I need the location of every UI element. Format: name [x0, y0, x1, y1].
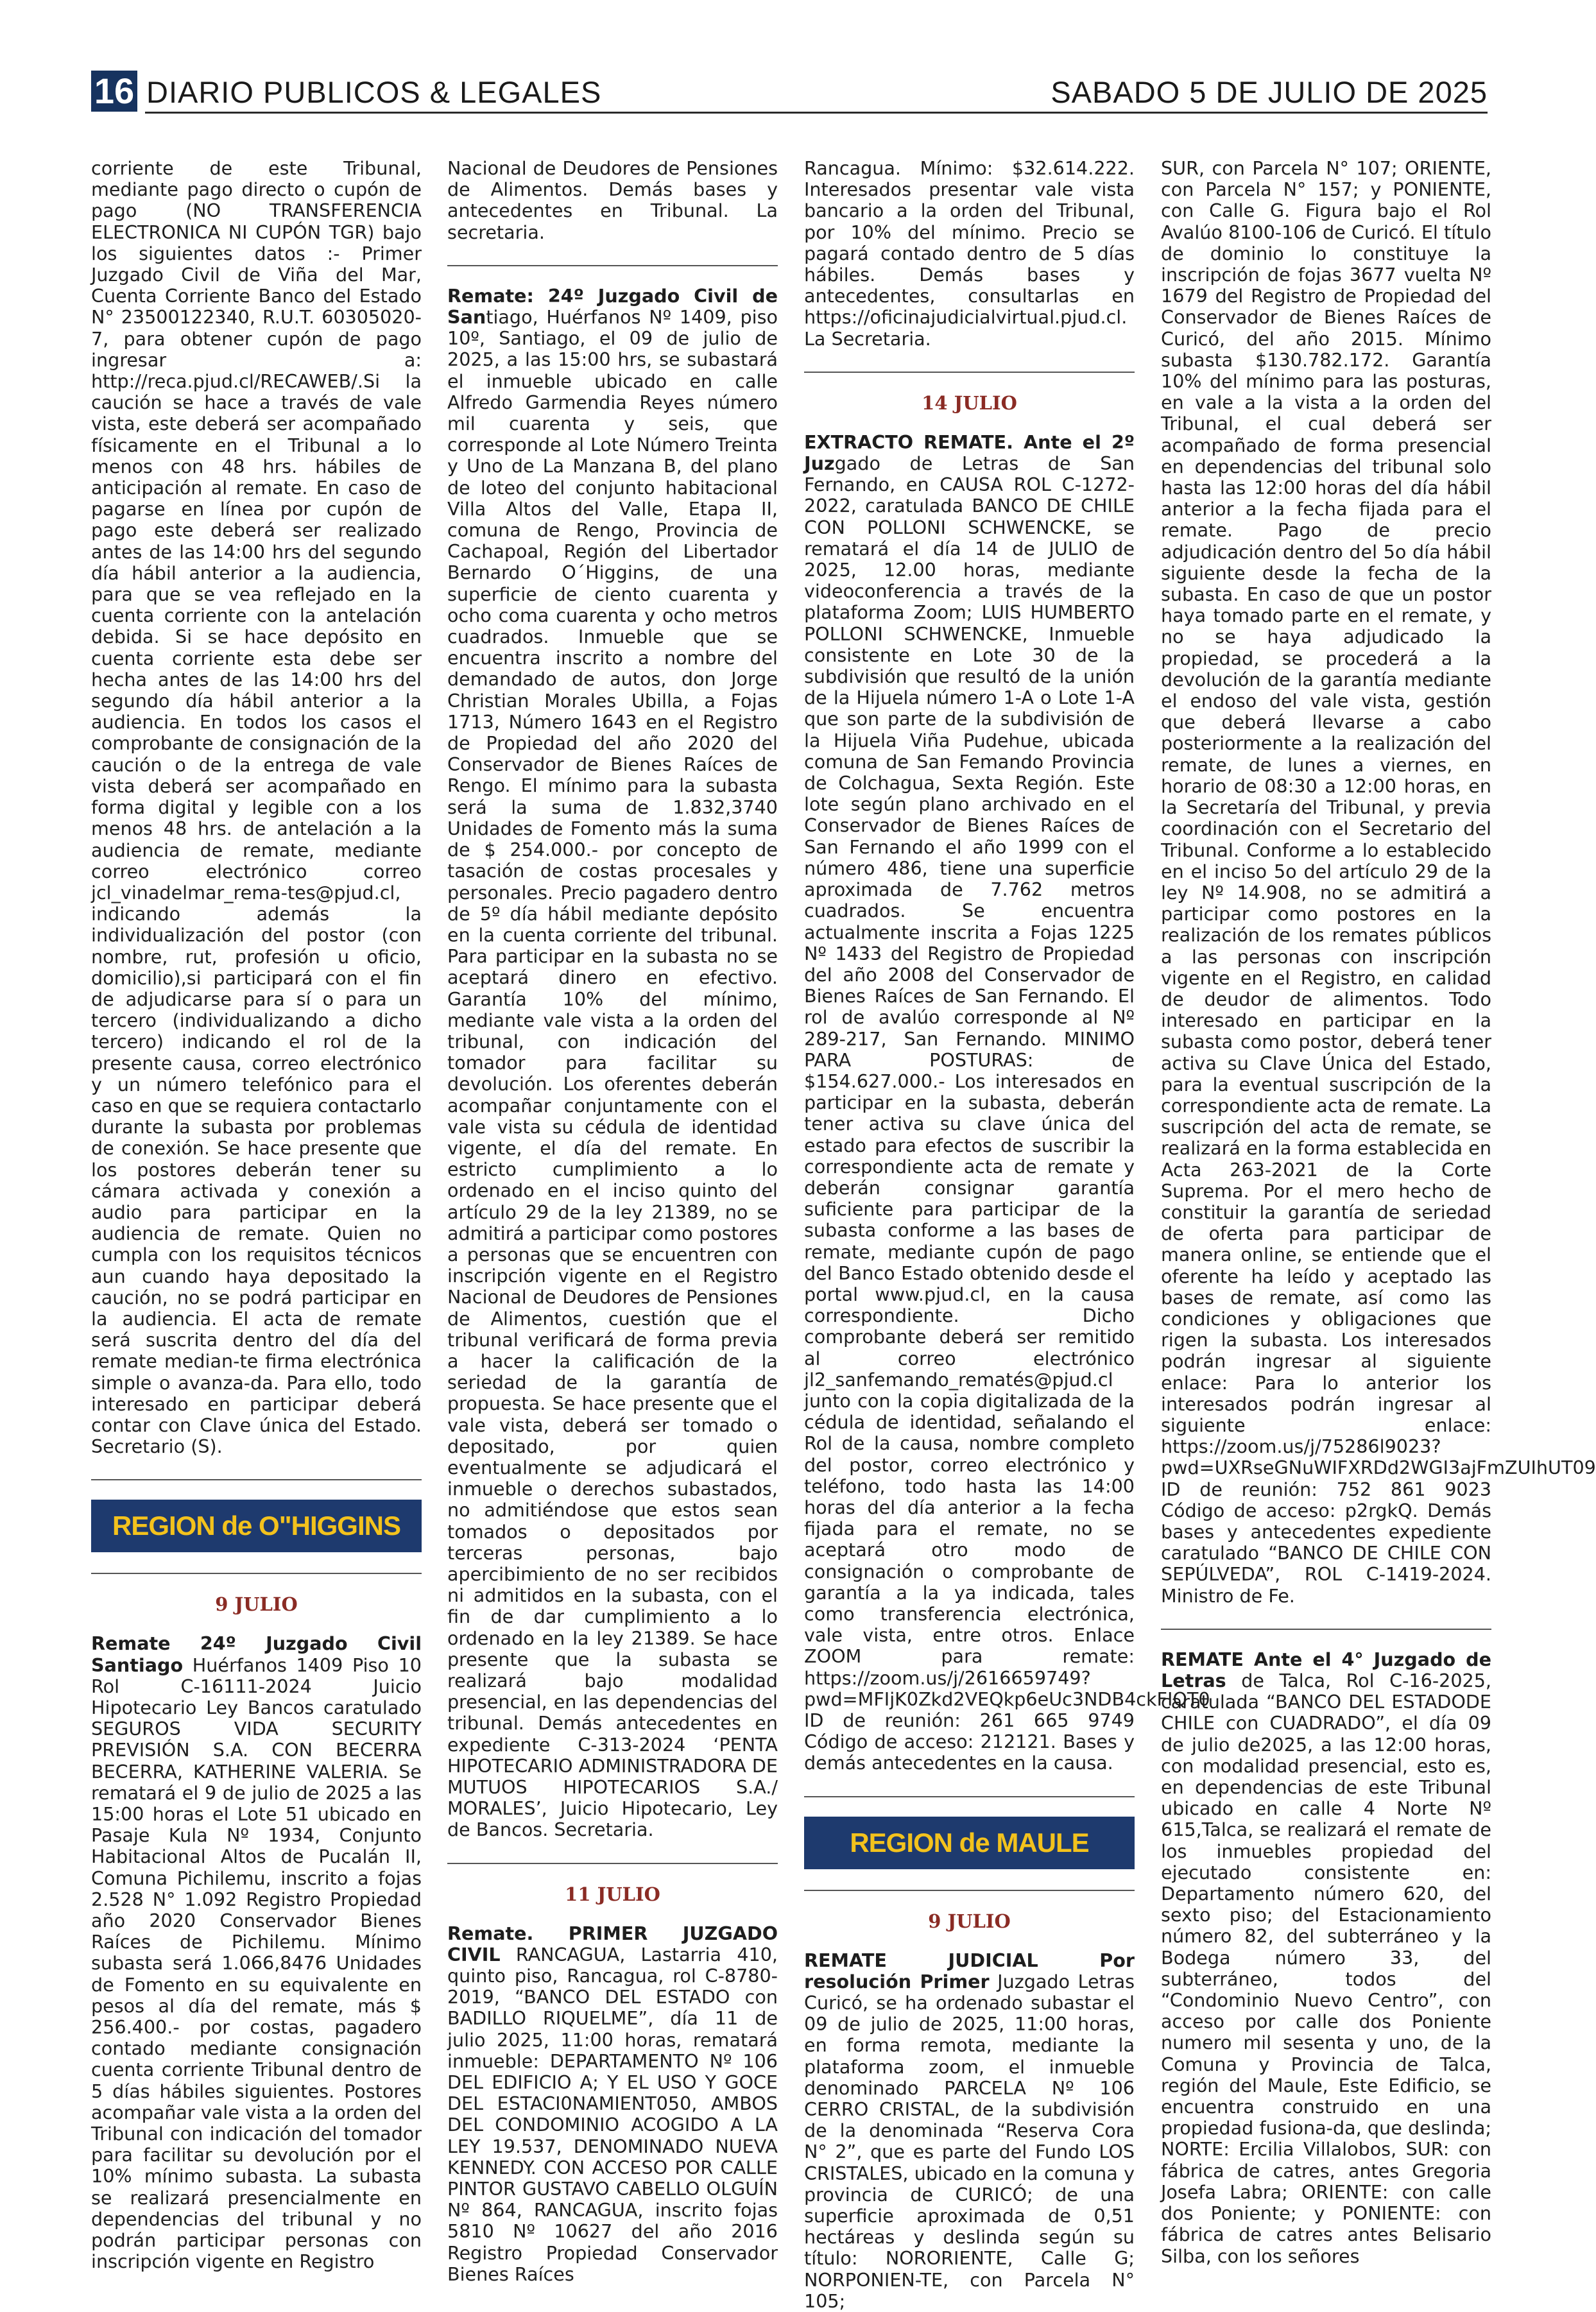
notice-remate: [804, 431, 1210, 1774]
notice-divider: [91, 1573, 422, 1574]
notice-body: Juzgado Letras Curicó, se ha ordenado subastar el 09 de julio de 2025, 11:00 horas, en forma remota, mediante la plataforma zoom, el inmueble denominado PARCELA Nº 106 CERRO CRISTAL, de la subdivisión de la denominada “Reserva Cora N° 2”, que es parte del Fundo LOS CRISTALES, ubicado en la comuna y provincia de CURICÓ; de una superficie aproximada de 0,51 hectáreas y deslinda según su título: NORORIENTE, Calle G; NORPONIEN-TE, con Parcela N° 105;: [804, 1970, 1135, 2312]
region-banner-ohiggins: REGION de O"HIGGINS: [91, 1500, 422, 1552]
notice-remate: [447, 1923, 778, 2285]
notice-lead: REMATE Ante el 4° Juzgado de Letras: [1161, 1648, 1491, 1692]
header-rule: [145, 112, 1488, 114]
column-4: [1161, 157, 1596, 2267]
notice-divider: [1161, 1629, 1491, 1630]
notice-remate: [447, 286, 778, 1841]
column-1: [91, 157, 422, 2273]
publication-name: DIARIO PUBLICOS & LEGALES: [146, 75, 602, 109]
notice-body: Huérfanos 1409 Piso 10 Rol C-16111-2024 Juicio Hipotecario Ley Bancos caratulado SEGUROS VIDA SECURITY PREVISIÓN S.A. CON BECERRA BECERRA, KATHERINE VALERIA. Se rematará el 9 de julio de 2025 a las 15:00 horas el Lote 51 ubicado en Pasaje Kula Nº 1934, Conjunto Habitacional Altos de Pucalán II, Comuna Pichilemu, inscrito a fojas 2.528 N° 1.092 Registro Propiedad año 2020 Conservador Bienes Raíces de Pichilemu. Mínimo subasta será 1.066,8476 Unidades de Fomento en su equivalente en pesos al día del remate, más $ 256.400.- por costas, pagadero contado mediante consignación cuenta corriente Tribunal dentro de 5 días hábiles siguientes. Postores acompañar vale vista a la orden del Tribunal con indicación del tomador para facilitar su devolución por el 10% mínimo subasta. La subasta se realizará presencialmente en dependencias del tribunal y no podrán participar personas con inscripción vigente en Registro: [91, 1654, 422, 2273]
date-heading: 11 JULIO: [565, 1883, 660, 1905]
notice-divider: [804, 1796, 1135, 1797]
notice-body: de Talca, Rol C-16-2025, caratulada “BANCO DEL ESTADODE CHILE con CUADRADO”, el día 09 de julio de2025, a las 12:00 horas, con modalidad presencial, esto es, en dependencias de este Tribunal ubicado en calle 4 Norte Nº 615,Talca, se realizará el remate de los inmuebles propiedad del ejecutado consistente en: Departamento número 620, del sexto piso; del Estacionamiento número 82, del subterráneo y la Bodega número 33, del subterráneo, todos del “Condominio Nuevo Centro”, con acceso por calle dos Poniente numero mil sesenta y uno, de la Comuna y Provincia de Talca, región del Maule, Este Edificio, se encuentra construido en una propiedad fusiona-da, que deslinda; NORTE: Ercilia Villalobos, SUR: con fábrica de catres, antes Gregoria Josefa Labra; ORIENTE: con calle dos Poniente; y PONIENTE: con fábrica de catres antes Belisario Silba, con los señores: [1161, 1670, 1491, 2267]
notice-remate: [804, 1950, 1135, 2312]
notice-remate: [1161, 1649, 1491, 2267]
region-banner-maule: REGION de MAULE: [804, 1817, 1135, 1869]
notice-continued: SUR, con Parcela N° 107; ORIENTE, con Parcela N° 157; y PONIENTE, con Calle G. Figura bajo el Rol Avalúo 8100-106 de Curicó. El título de dominio lo constituye la inscripción de fojas 3677 vuelta Nº 1679 del Registro de Propiedad del Conservador de Bienes Raíces de Curicó, del año 2015. Mínimo subasta $130.782.172. Garantía 10% del mínimo para las posturas, en vale a la vista a la orden del Tribunal, el cual deberá ser acompañado de forma presencial en dependencias del tribunal solo hasta las 12:00 horas del día hábil anterior a la fecha fijada para el remate. Pago de precio adjudicación dentro del 5o día hábil siguiente desde la fecha de la subasta. En caso de que un postor haya tomado parte en el remate, y no se haya adjudicado la propiedad, se procederá a la devolución de la garantía mediante el endoso del vale vista, gestión que deberá llevarse a cabo posteriormente a la realización del remate, de lunes a viernes, en horario de 08:30 a 12:00 horas, en la Secretaría del Tribunal, y previa coordinación con el Secretario del Tribunal. Conforme a lo establecido en el inciso 5o del artículo 29 de la ley Nº 14.908, no se admitirá a participar como postores en la realización de los remates públicos a las personas con inscripción vigente en el Registro, en calidad de deudor de alimentos. Todo interesado en participar en la subasta como postor, deberá tener activa su Clave Única del Estado, para la eventual suscripción de la correspondiente acta de remate. La suscripción del acta de remate, se realizará en la forma establecida en Acta 263-2021 de la Corte Suprema. Por el mero hecho de constituir la garantía de seriedad de oferta para participar de manera online, se entiende que el oferente ha leído y aceptado las bases de remate, así como las condiciones y obligaciones que rigen la subasta. Los interesados podrán ingresar al siguiente enlace: Para lo anterior los interesados podrán ingresar al siguiente enlace: https://zoom.us/j/75286l9023?pwd=UXRseGNuWIFXRDd2WGI3ajFmZUIhUT09 ID de reunión: 752 861 9023 Código de acceso: p2rgkQ. Demás bases y antecedentes expediente caratulado “BANCO DE CHILE CON SEPÚLVEDA”, ROL C-1419-2024. Ministro de Fe.: [1161, 157, 1596, 1607]
notice-body: gado de Letras de San Fernando, en CAUSA ROL C-1272-2022, caratulada BANCO DE CHILE CON POLLONI SCHWENCKE, se rematará el día 14 de JULIO de 2025, 12.00 horas, mediante videoconferencia a través de la plataforma Zoom; LUIS HUMBERTO POLLONI SCHWENCKE, Inmueble consistente en Lote 30 de la subdivisión que resultó de la unión de la Hijuela número 1-A o Lote 1-A que son parte de la subdivisión de la Hijuela Viña Pudehue, ubicada comuna de San Femando Provincia de Colchagua, Sexta Región. Este lote según plano archivado en el Conservador de Bienes Raíces de San Fernando el año 1999 con el número 486, tiene una superficie aproximada de 7.762 metros cuadrados. Se encuentra actualmente inscrita a Fojas 1225 Nº 1433 del Registro de Propiedad del año 2008 del Conservador de Bienes Raíces de San Fernando. El rol de avalúo corresponde al Nº 289-217, San Fernando. MINIMO PARA POSTURAS: de $154.627.000.- Los interesados en participar en la subasta, deberán tener activa su clave única del estado para efectos de suscribir la correspondiente acta de remate y deberán consignar garantía suficiente para participar de la subasta conforme a las bases de remate, mediante cupón de pago del Banco Estado obtenido desde el portal www.pjud.cl, en la causa correspondiente. Dicho comprobante deberá ser remitido al correo electrónico jl2_sanfemando_rematés@pjud.cl junto con la copia digitalizada de la cédula de identidad, señalando el Rol de la causa, nombre completo del postor, correo electrónico y teléfono, todo hasta las 14:00 horas del día anterior a la fecha fijada para el remate, no se aceptará otro modo de consignación o comprobante de garantía a la ya indicada, tales como transferencia electrónica, vale vista, entre otros. Enlace ZOOM para remate: https://zoom.us/j/2616659749?pwd=MFIjK0Zkd2VEQkp6eUc3NDB4ckFIQT0 ID de reunión: 261 665 9749 Código de acceso: 212121. Bases y demás antecedentes en la causa.: [804, 452, 1210, 1774]
column-2: [447, 157, 778, 2285]
notice-divider: [804, 1890, 1135, 1891]
notice-divider: [91, 1479, 422, 1480]
notice-lead: Remate: 24º Juzgado Civil de San: [447, 284, 778, 329]
notice-continued: Rancagua. Mínimo: $32.614.222. Interesados presentar vale vista bancario a la orden del Tribunal, por 10% del mínimo. Precio se pagará contado dentro de 5 días hábiles. Demás bases y antecedentes, consultarlas en https://oficinajudicialvirtual.pjud.cl. La Secretaria.: [804, 157, 1135, 350]
notice-remate: [91, 1633, 422, 2272]
notice-lead: EXTRACTO REMATE. Ante el 2º Juz: [804, 431, 1135, 475]
page-header: [89, 71, 1488, 114]
notice-lead: REMATE JUDICIAL Por resolución Primer: [804, 1949, 1135, 1992]
notice-divider: [447, 265, 778, 266]
notice-continued: Nacional de Deudores de Pensiones de Alimentos. Demás bases y antecedentes en Tribunal. La secretaria.: [447, 157, 778, 243]
notice-lead: Remate 24º Juzgado Civil Santiago: [91, 1632, 422, 1676]
page-number: 16: [91, 71, 137, 112]
date-heading: 9 JULIO: [928, 1910, 1011, 1932]
notice-body: RANCAGUA, Lastarria 410, quinto piso, Rancagua, rol C-8780-2019, “BANCO DEL ESTADO con BADILLO RIQUELME”, día 11 de julio 2025, 11:00 horas, rematará inmueble: DEPARTAMENTO Nº 106 DEL EDIFICIO A; Y EL USO Y GOCE DEL ESTACI0NAMIENT050, AMBOS DEL CONDOMINIO ACOGIDO A LA LEY 19.537, DENOMINADO NUEVA KENNEDY. CON ACCESO POR CALLE PINTOR GUSTAVO CABELLO OLGUÍN Nº 864, RANCAGUA, inscrito fojas 5810 Nº 10627 del año 2016 Registro Propiedad Conservador Bienes Raíces: [447, 1943, 778, 2285]
publication-date: SABADO 5 DE JULIO DE 2025: [1051, 75, 1488, 109]
date-heading: 9 JULIO: [215, 1593, 298, 1616]
notice-body: tiago, Huérfanos Nº 1409, piso 10º, Santiago, el 09 de julio de 2025, a las 15:00 hrs, se subastará el inmueble ubicado en calle Alfredo Garmendia Reyes número mil cuarenta y seis, que corresponde al Lote Número Treinta y Uno de La Manzana B, del plano de loteo del conjunto habitacional Villa Altos del Valle, Etapa II, comuna de Rengo, Provincia de Cachapoal, Región del Libertador Bernardo O´Higgins, de una superficie de ciento cuarenta y ocho coma cuarenta y ocho metros cuadrados. Inmueble que se encuentra inscrito a nombre del demandado de autos, don Jorge Christian Morales Ubilla, a Fojas 1713, Número 1643 en el Registro de Propiedad del año 2020 del Conservador de Bienes Raíces de Rengo. El mínimo para la subasta será la suma de 1.832,3740 Unidades de Fomento más la suma de $ 254.000.- por concepto de tasación de costas procesales y personales. Precio pagadero dentro de 5º día hábil mediante depósito en la cuenta corriente del tribunal. Para participar en la subasta no se aceptará dinero en efectivo. Garantía 10% del mínimo, mediante vale vista a la orden del tribunal, con indicación del tomador para facilitar su devolución. Los oferentes deberán acompañar conjuntamente con el vale vista su cédula de identidad vigente, el día del remate. En estricto cumplimiento a lo ordenado en el inciso quinto del artículo 29 de la ley 21389, no se admitirá a participar como postores a personas que se encuentren con inscripción vigente en el Registro Nacional de Deudores de Pensiones de Alimentos, cuestión que el tribunal verificará de forma previa a hacer la calificación de la seriedad de la garantía de propuesta. Se hace presente que el vale vista, deberá ser tomado o depositado, por quien eventualmente se adjudicará el inmueble o derechos subastados, no admitiéndose que estos sean tomados o depositados por terceras personas, bajo apercibimiento de no ser recibidos ni admitidos en la subasta, con el fin de dar cumplimiento a lo ordenado en la ley 21389. Se hace presente que la subasta se realizará bajo modalidad presencial, en las dependencias del tribunal. Demás antecedentes en expediente C-313-2024 ‘PENTA HIPOTECARIO ADMINISTRADORA DE MUTUOS HIPOTECARIOS S.A./ MORALES’, Juicio Hipotecario, Ley de Bancos. Secretaria.: [447, 306, 778, 1841]
column-3: [804, 157, 1210, 2312]
notice-divider: [447, 1863, 778, 1864]
date-heading: 14 JULIO: [922, 391, 1017, 414]
notice-lead: Remate. PRIMER JUZGADO CIVIL: [447, 1922, 778, 1965]
notice-continued: corriente de este Tribunal, mediante pago directo o cupón de pago (NO TRANSFERENCIA ELECTRONICA NI CUPÓN TGR) bajo los siguientes datos :- Primer Juzgado Civil de Viña del Mar, Cuenta Corriente Banco del Estado N° 23500122340, R.U.T. 60305020-7, para obtener cupón de pago ingresar a: http://reca.pjud.cl/RECAWEB/.Si la caución se hace a través de vale vista, este deberá ser acompañado físicamente en el Tribunal a lo menos con 48 hrs. hábiles de anticipación al remate. En caso de pagarse en línea por cupón de pago este deberá ser realizado antes de las 14:00 hrs del segundo día hábil anterior a la audiencia, para que se vea reflejado en la cuenta corriente con la antelación debida. Si se hace depósito en cuenta corriente esta debe ser hecha antes de las 14:00 hrs del segundo día hábil anterior a la audiencia. En todos los casos el comprobante de consignación de la caución o de la entrega de vale vista deberá ser acompañado en forma digital y legible con a los menos 48 hrs. de antelación a la audiencia de remate, mediante correo electrónico correo jcl_vinadelmar_rema-tes@pjud.cl, indicando además la individualización del postor (con nombre, rut, profesión u oficio, domicilio),si participará con el fin de adjudicarse para sí o para un tercero (individualizando a dicho tercero) indicando el rol de la presente causa, correo electrónico y un número telefónico para el caso en que se requiera contactarlo durante la subasta por problemas de conexión. Se hace presente que los postores deberán tener su cámara activada y conexión a audio para participar en la audiencia de remate. Quien no cumpla con los requisitos técnicos aun cuando haya depositado la caución, no se podrá participar en la audiencia. El acta de remate será suscrita dentro del día del remate median-te firma electrónica simple o avanza-da. Para ello, todo interesado en participar deberá contar con Clave única del Estado. Secretario (S).: [91, 157, 422, 1458]
notice-divider: [804, 372, 1135, 373]
